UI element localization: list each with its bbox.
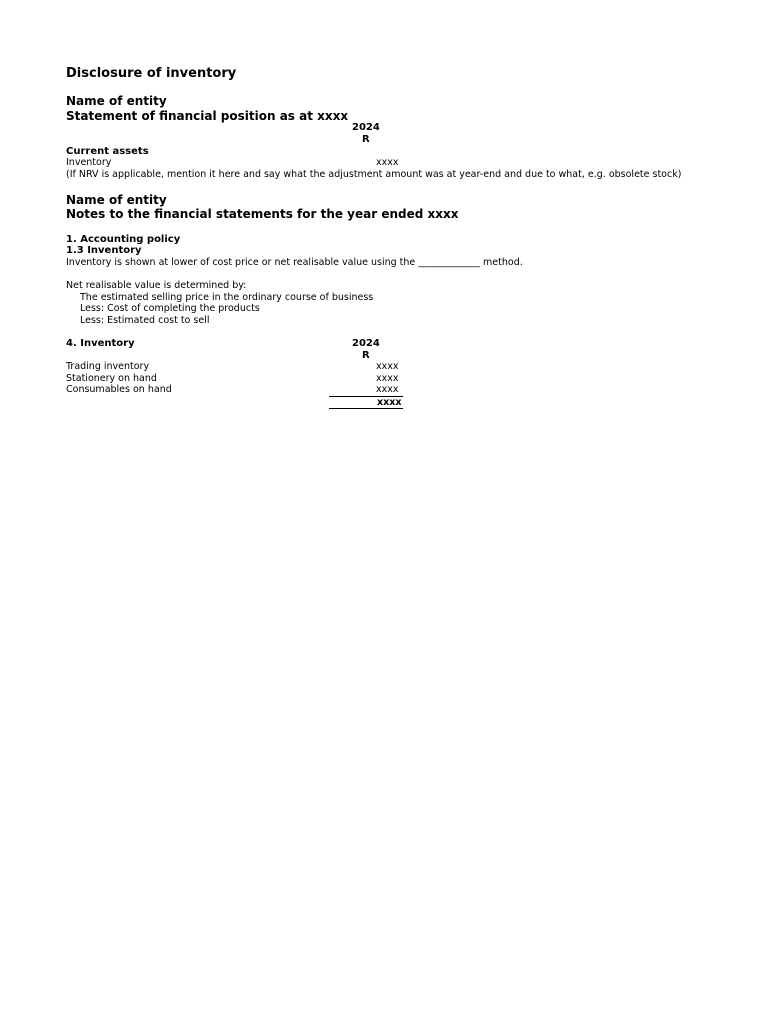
table-row-label: Consumables on hand (66, 384, 172, 395)
inventory-total-value: xxxx (377, 397, 402, 408)
sfp-entity-name: Name of entity (66, 94, 167, 108)
sfp-currency-header: R (362, 134, 370, 145)
document-title: Disclosure of inventory (66, 66, 237, 81)
sfp-inventory-value: xxxx (376, 157, 399, 168)
table-row-value: xxxx (376, 361, 399, 372)
sfp-section-current-assets: Current assets (66, 146, 149, 157)
table-row-value: xxxx (376, 384, 399, 395)
policy-inventory-subheading: 1.3 Inventory (66, 245, 142, 256)
nrv-intro: Net realisable value is determined by: (66, 280, 247, 291)
policy-text: Inventory is shown at lower of cost price or net realisable value using the _____________ method. (66, 257, 523, 268)
sfp-nrv-note: (If NRV is applicable, mention it here and say what the adjustment amount was at year-end and due to what, e.g. obsolete stock) (66, 169, 682, 180)
sfp-year-header: 2024 (352, 122, 380, 133)
nrv-line: Less: Estimated cost to sell (80, 315, 210, 326)
notes-entity-name: Name of entity (66, 193, 167, 207)
accounting-policy-heading: 1. Accounting policy (66, 234, 181, 245)
table-row-value: xxxx (376, 373, 399, 384)
nrv-line: The estimated selling price in the ordinary course of business (80, 292, 374, 303)
total-rule (329, 408, 403, 409)
nrv-line: Less: Cost of completing the products (80, 303, 260, 314)
table-row-label: Stationery on hand (66, 373, 157, 384)
sfp-inventory-label: Inventory (66, 157, 112, 168)
inventory-year-header: 2024 (352, 338, 380, 349)
inventory-note-heading: 4. Inventory (66, 338, 135, 349)
table-row-label: Trading inventory (66, 361, 150, 372)
sfp-heading: Statement of financial position as at xxxx (66, 109, 349, 123)
notes-heading: Notes to the financial statements for the year ended xxxx (66, 207, 459, 221)
inventory-currency-header: R (362, 350, 370, 361)
